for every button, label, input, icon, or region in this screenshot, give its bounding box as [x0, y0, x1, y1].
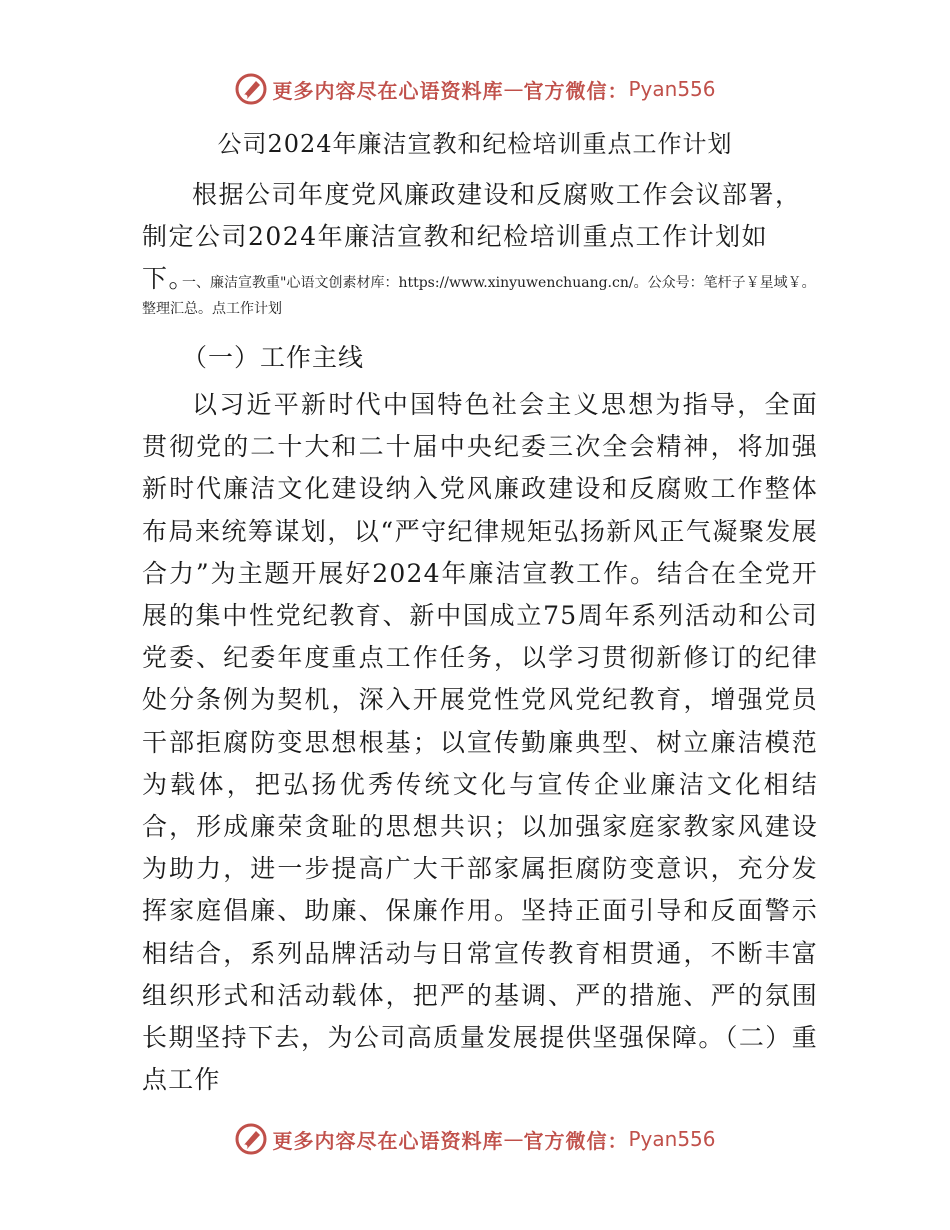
footer-watermark	[0, 1122, 950, 1156]
document-title: 公司2024年廉洁宣教和纪检培训重点工作计划	[217, 130, 733, 158]
watermark-brand: 更多内容尽在心语资料库	[272, 1128, 504, 1153]
watermark-brand: 更多内容尽在心语资料库	[272, 78, 504, 103]
watermark-separator: —	[503, 77, 524, 101]
source-note-line: 一、廉洁宣教重"心语文创素材库：https://www.xinyuwenchuang.cn/。公众号：笔杆子￥星域￥。整理汇总。点工作计划	[142, 275, 816, 317]
pen-logo-icon	[234, 72, 268, 106]
watermark-wechat-id: Pyan556	[628, 77, 716, 101]
watermark-wechat-label: 官方微信：	[523, 1128, 629, 1153]
intro-paragraph: 根据公司年度党风廉政建设和反腐败工作会议部署，制定公司2024年廉洁宣教和纪检培训重点工作计划如下。	[142, 180, 802, 293]
section-heading: （一）工作主线	[182, 343, 365, 372]
body-paragraph: 以习近平新时代中国特色社会主义思想为指导，全面贯彻党的二十大和二十届中央纪委三次全会精神，将加强新时代廉洁文化建设纳入党风廉政建设和反腐败工作整体布局来统筹谋划，以“严守纪律规矩弘扬新风正气凝聚发展合力”为主题开展好2024年廉洁宣教工作。结合在全党开展的集中性党纪教育、新中国成立75周年系列活动和公司党委、纪委年度重点工作任务，以学习贯彻新修订的纪律处分条例为契机，深入开展党性党风党纪教育，增强党员干部拒腐防变思想根基；以宣传勤廉典型、树立廉洁模范为载体，把弘扬优秀传统文化与宣传企业廉洁文化相结合，形成廉荣贪耻的思想共识；以加强家庭家教家风建设为助力，进一步提高广大干部家属拒腐防变意识，充分发挥家庭倡廉、助廉、保廉作用。坚持正面引导和反面警示相结合，系列品牌活动与日常宣传教育相贯通，不断丰富组织形式和活动载体，把严的基调、严的措施、严的氛围长期坚持下去，为公司高质量发展提供坚强保障。（二）重点工作	[142, 390, 818, 1095]
pen-logo-icon	[234, 1122, 268, 1156]
watermark-separator: —	[503, 1127, 524, 1151]
header-watermark	[0, 72, 950, 106]
watermark-wechat-label: 官方微信：	[523, 78, 629, 103]
watermark-wechat-id: Pyan556	[628, 1127, 716, 1151]
